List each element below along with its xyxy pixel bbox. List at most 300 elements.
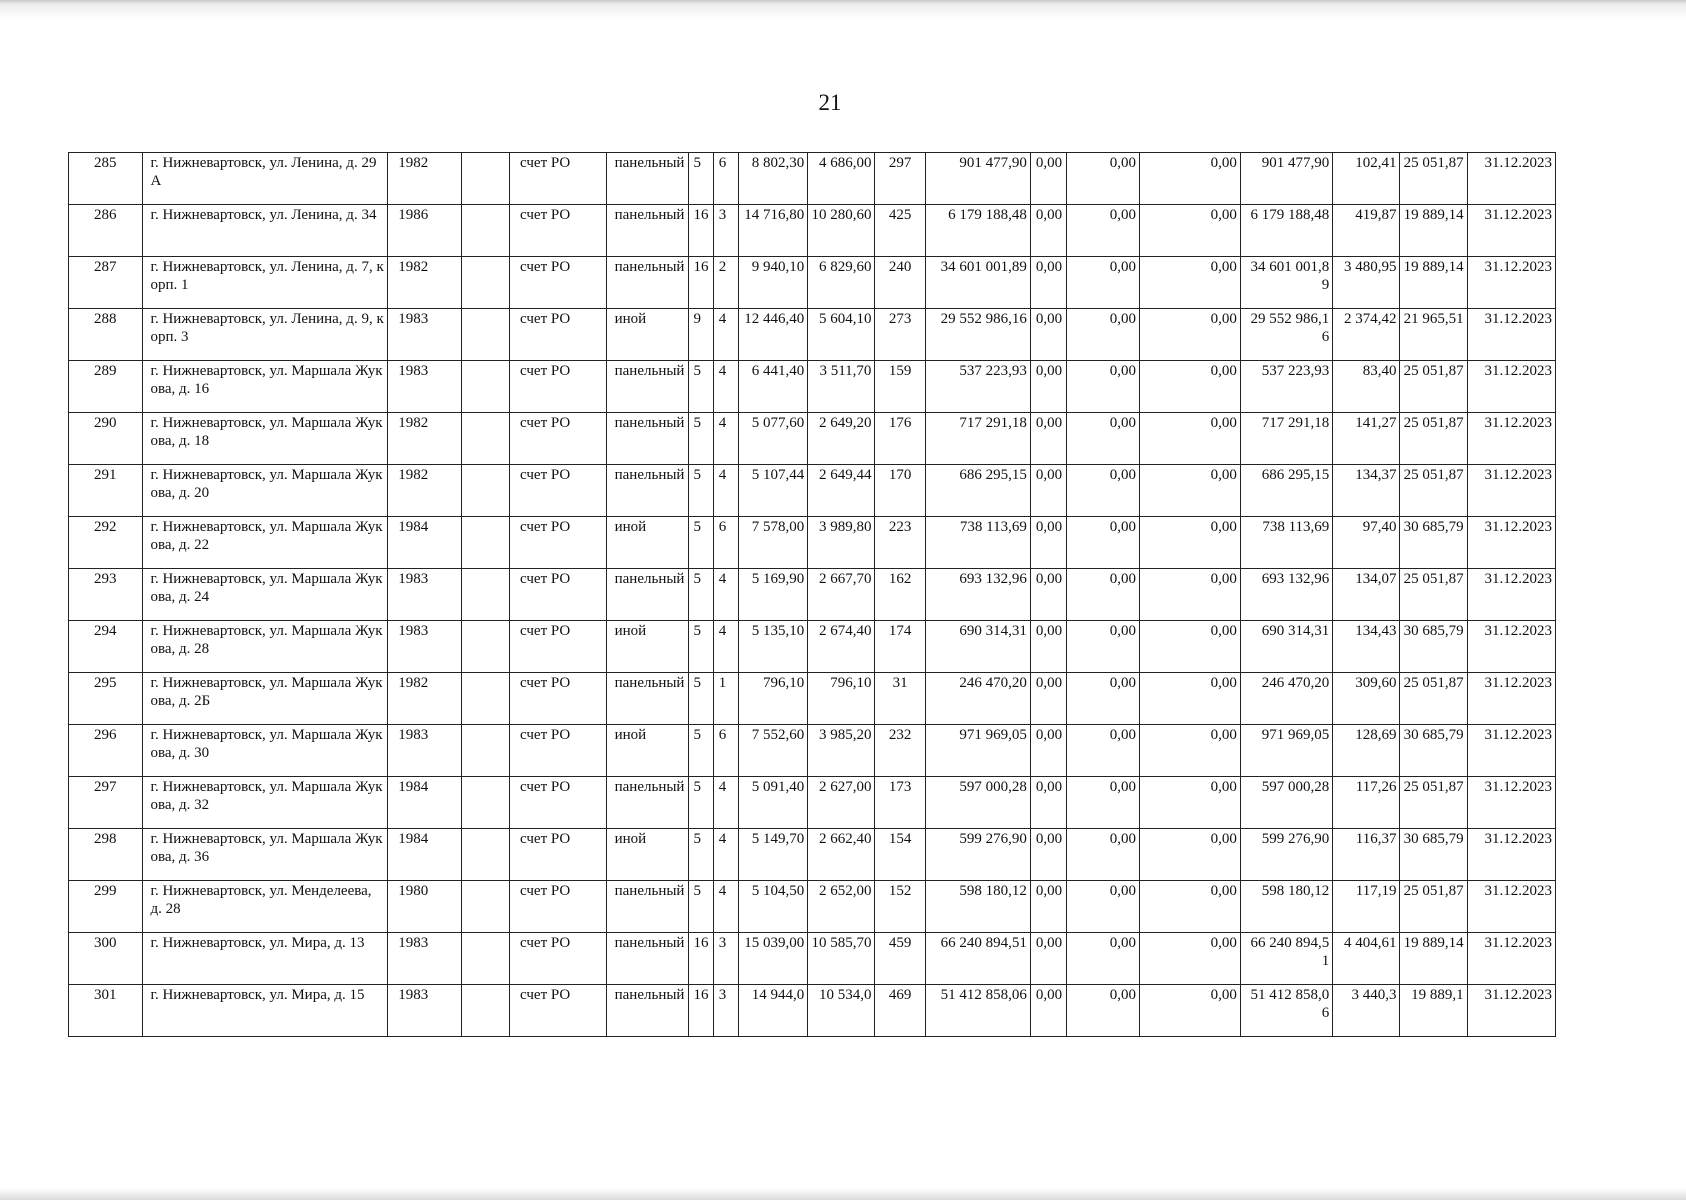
funding-method-cell-text: счет РО	[520, 727, 571, 743]
row-number	[69, 465, 143, 517]
cost-limit-cell-text: 19 889,14	[1403, 259, 1464, 275]
address-cell-text: г. Нижневартовск, ул. Ленина, д. 7, корп. 1	[150, 259, 384, 293]
total-area-cell-text: 14 944,0	[751, 987, 805, 1003]
total-cost-cell-text: 693 132,96	[959, 571, 1027, 587]
row-number	[69, 621, 143, 673]
living-area-cell	[808, 933, 875, 985]
year-cell	[388, 205, 462, 257]
table-row	[69, 205, 1556, 257]
entrances-cell-text: 3	[718, 987, 727, 1003]
cost-limit-cell	[1400, 621, 1467, 673]
address-cell	[142, 673, 388, 725]
address-cell-text: г. Нижневартовск, ул. Мира, д. 13	[150, 935, 365, 951]
wall-material-cell-text: панельный	[614, 571, 685, 587]
unit-cost-cell-text: 141,27	[1355, 415, 1397, 431]
row-number-text: 287	[94, 259, 117, 275]
subsidy-local-cell	[1140, 673, 1241, 725]
floors-cell-text: 5	[693, 519, 702, 535]
living-area-cell	[808, 621, 875, 673]
table-row	[69, 829, 1556, 881]
floors-cell-text: 9	[693, 311, 702, 327]
total-cost-cell-text: 66 240 894,51	[940, 935, 1027, 951]
floors-cell-text: 5	[693, 467, 702, 483]
fund-cost-cell-text: 901 477,90	[1261, 155, 1330, 171]
total-cost-cell-text: 690 314,31	[959, 623, 1027, 639]
year-cell	[388, 933, 462, 985]
residents-cell-text: 425	[888, 207, 912, 223]
residents-cell-text: 297	[888, 155, 912, 171]
wall-material-cell-text: панельный	[614, 363, 685, 379]
table-body	[69, 153, 1556, 1037]
subsidy-federal-cell-text: 0,00	[1035, 623, 1063, 639]
entrances-cell-text: 3	[718, 207, 727, 223]
cost-limit-cell-text: 25 051,87	[1403, 467, 1464, 483]
total-area-cell	[738, 673, 807, 725]
row-number	[69, 361, 143, 413]
entrances-cell-text: 4	[718, 311, 727, 327]
floors-cell-text: 5	[693, 675, 702, 691]
subsidy-regional-cell-text: 0,00	[1109, 207, 1137, 223]
subsidy-federal-cell-text: 0,00	[1035, 987, 1063, 1003]
table-row	[69, 777, 1556, 829]
total-area-cell-text: 5 077,60	[751, 415, 805, 431]
subsidy-federal-cell-text: 0,00	[1035, 155, 1063, 171]
fund-cost-cell	[1240, 517, 1332, 569]
subsidy-local-cell	[1140, 881, 1241, 933]
floors-cell	[688, 153, 713, 205]
subsidy-local-cell-text: 0,00	[1210, 259, 1237, 275]
entrances-cell	[713, 673, 738, 725]
unit-cost-cell-text: 3 440,3	[1351, 987, 1397, 1003]
year-cell-text: 1984	[398, 779, 429, 795]
total-cost-cell	[925, 413, 1030, 465]
total-cost-cell-text: 51 412 858,06	[940, 987, 1027, 1003]
year-cell	[388, 985, 462, 1037]
address-cell-text: г. Нижневартовск, ул. Маршала Жукова, д. 2Б	[150, 675, 383, 709]
subsidy-regional-cell	[1066, 517, 1140, 569]
fund-cost-cell	[1240, 257, 1332, 309]
floors-cell	[688, 413, 713, 465]
unit-cost-cell	[1333, 257, 1400, 309]
subsidy-federal-cell	[1030, 933, 1066, 985]
cost-limit-cell-text: 30 685,79	[1403, 519, 1464, 535]
floors-cell-text: 5	[693, 831, 702, 847]
residents-cell-text: 154	[888, 831, 912, 847]
empty-cell	[461, 413, 509, 465]
row-number	[69, 829, 143, 881]
cost-limit-cell	[1400, 985, 1467, 1037]
row-number-text: 290	[94, 415, 117, 431]
deadline-cell-text: 31.12.2023	[1484, 571, 1552, 587]
total-area-cell-text: 6 441,40	[751, 363, 805, 379]
unit-cost-cell-text: 83,40	[1362, 363, 1397, 379]
year-cell-text: 1986	[398, 207, 429, 223]
row-number-text: 295	[94, 675, 117, 691]
deadline-cell	[1467, 569, 1555, 621]
table-row	[69, 361, 1556, 413]
wall-material-cell	[606, 153, 688, 205]
living-area-cell	[808, 725, 875, 777]
residents-cell-text: 273	[888, 311, 912, 327]
entrances-cell-text: 4	[718, 623, 727, 639]
living-area-cell-text: 10 534,0	[818, 987, 872, 1003]
funding-method-cell	[510, 725, 607, 777]
floors-cell	[688, 465, 713, 517]
subsidy-regional-cell-text: 0,00	[1109, 519, 1137, 535]
fund-cost-cell	[1240, 361, 1332, 413]
subsidy-federal-cell	[1030, 881, 1066, 933]
funding-method-cell	[510, 881, 607, 933]
subsidy-federal-cell-text: 0,00	[1035, 571, 1063, 587]
year-cell-text: 1982	[398, 155, 429, 171]
entrances-cell	[713, 569, 738, 621]
living-area-cell-text: 4 686,00	[818, 155, 872, 171]
row-number	[69, 777, 143, 829]
subsidy-federal-cell	[1030, 829, 1066, 881]
subsidy-regional-cell-text: 0,00	[1109, 467, 1137, 483]
unit-cost-cell	[1333, 933, 1400, 985]
entrances-cell-text: 3	[718, 935, 727, 951]
fund-cost-cell	[1240, 673, 1332, 725]
row-number-text: 298	[94, 831, 117, 847]
subsidy-local-cell-text: 0,00	[1210, 311, 1237, 327]
houses-register-table	[68, 152, 1556, 1037]
subsidy-local-cell-text: 0,00	[1210, 467, 1237, 483]
subsidy-local-cell-text: 0,00	[1210, 987, 1237, 1003]
address-cell	[142, 309, 388, 361]
table-row	[69, 257, 1556, 309]
floors-cell	[688, 205, 713, 257]
total-cost-cell-text: 901 477,90	[959, 155, 1027, 171]
total-cost-cell	[925, 153, 1030, 205]
residents-cell-text: 162	[888, 571, 912, 587]
table-row	[69, 153, 1556, 205]
total-area-cell	[738, 153, 807, 205]
deadline-cell	[1467, 725, 1555, 777]
row-number-text: 301	[94, 987, 117, 1003]
subsidy-local-cell-text: 0,00	[1210, 935, 1237, 951]
living-area-cell-text: 3 985,20	[818, 727, 872, 743]
cost-limit-cell-text: 25 051,87	[1403, 883, 1464, 899]
deadline-cell	[1467, 413, 1555, 465]
cost-limit-cell-text: 25 051,87	[1403, 675, 1464, 691]
wall-material-cell-text: иной	[614, 727, 647, 743]
row-number-text: 285	[94, 155, 117, 171]
floors-cell	[688, 673, 713, 725]
funding-method-cell	[510, 153, 607, 205]
residents-cell-text: 159	[888, 363, 912, 379]
subsidy-local-cell-text: 0,00	[1210, 519, 1237, 535]
floors-cell	[688, 257, 713, 309]
subsidy-regional-cell	[1066, 413, 1140, 465]
year-cell-text: 1982	[398, 675, 429, 691]
subsidy-regional-cell	[1066, 777, 1140, 829]
year-cell-text: 1982	[398, 467, 429, 483]
year-cell	[388, 725, 462, 777]
entrances-cell	[713, 465, 738, 517]
row-number-text: 293	[94, 571, 117, 587]
wall-material-cell-text: иной	[614, 519, 647, 535]
funding-method-cell-text: счет РО	[520, 363, 571, 379]
subsidy-regional-cell	[1066, 725, 1140, 777]
deadline-cell-text: 31.12.2023	[1484, 779, 1552, 795]
unit-cost-cell	[1333, 153, 1400, 205]
row-number	[69, 257, 143, 309]
entrances-cell-text: 4	[718, 831, 727, 847]
subsidy-federal-cell	[1030, 309, 1066, 361]
fund-cost-cell-text: 717 291,18	[1261, 415, 1330, 431]
total-cost-cell-text: 246 470,20	[959, 675, 1027, 691]
wall-material-cell	[606, 309, 688, 361]
total-cost-cell-text: 598 180,12	[959, 883, 1027, 899]
fund-cost-cell-text: 738 113,69	[1262, 519, 1330, 535]
total-area-cell	[738, 517, 807, 569]
subsidy-local-cell	[1140, 153, 1241, 205]
floors-cell-text: 5	[693, 623, 702, 639]
wall-material-cell-text: панельный	[614, 415, 685, 431]
funding-method-cell-text: счет РО	[520, 155, 571, 171]
subsidy-local-cell	[1140, 465, 1241, 517]
deadline-cell-text: 31.12.2023	[1484, 363, 1552, 379]
empty-cell	[461, 777, 509, 829]
row-number-text: 289	[94, 363, 117, 379]
floors-cell-text: 5	[693, 779, 702, 795]
floors-cell	[688, 569, 713, 621]
year-cell	[388, 361, 462, 413]
total-cost-cell	[925, 985, 1030, 1037]
deadline-cell-text: 31.12.2023	[1484, 519, 1552, 535]
total-area-cell	[738, 933, 807, 985]
deadline-cell-text: 31.12.2023	[1484, 883, 1552, 899]
fund-cost-cell	[1240, 205, 1332, 257]
cost-limit-cell-text: 25 051,87	[1403, 155, 1464, 171]
wall-material-cell-text: панельный	[614, 675, 685, 691]
subsidy-local-cell-text: 0,00	[1210, 727, 1237, 743]
residents-cell	[875, 881, 925, 933]
cost-limit-cell	[1400, 257, 1467, 309]
address-cell-text: г. Нижневартовск, ул. Ленина, д. 9, корп. 3	[150, 311, 384, 345]
subsidy-local-cell-text: 0,00	[1210, 831, 1237, 847]
subsidy-regional-cell-text: 0,00	[1109, 311, 1137, 327]
unit-cost-cell-text: 116,37	[1355, 831, 1397, 847]
living-area-cell	[808, 881, 875, 933]
total-area-cell-text: 14 716,80	[744, 207, 805, 223]
cost-limit-cell	[1400, 829, 1467, 881]
entrances-cell	[713, 881, 738, 933]
empty-cell	[461, 309, 509, 361]
total-cost-cell-text: 34 601 001,89	[940, 259, 1027, 275]
total-area-cell	[738, 829, 807, 881]
fund-cost-cell-text: 51 412 858,06	[1250, 987, 1330, 1021]
cost-limit-cell-text: 21 965,51	[1403, 311, 1464, 327]
deadline-cell-text: 31.12.2023	[1484, 987, 1552, 1003]
funding-method-cell-text: счет РО	[520, 987, 571, 1003]
cost-limit-cell-text: 25 051,87	[1403, 571, 1464, 587]
entrances-cell	[713, 933, 738, 985]
subsidy-federal-cell	[1030, 361, 1066, 413]
subsidy-local-cell-text: 0,00	[1210, 779, 1237, 795]
deadline-cell	[1467, 309, 1555, 361]
funding-method-cell	[510, 413, 607, 465]
cost-limit-cell	[1400, 153, 1467, 205]
total-cost-cell	[925, 673, 1030, 725]
total-area-cell-text: 12 446,40	[744, 311, 805, 327]
subsidy-local-cell-text: 0,00	[1210, 207, 1237, 223]
address-cell-text: г. Нижневартовск, ул. Маршала Жукова, д. 16	[150, 363, 383, 397]
residents-cell-text: 240	[888, 259, 912, 275]
funding-method-cell	[510, 257, 607, 309]
funding-method-cell	[510, 777, 607, 829]
address-cell	[142, 881, 388, 933]
residents-cell	[875, 517, 925, 569]
living-area-cell-text: 2 667,70	[818, 571, 872, 587]
total-cost-cell-text: 6 179 188,48	[948, 207, 1027, 223]
address-cell	[142, 517, 388, 569]
unit-cost-cell-text: 128,69	[1355, 727, 1397, 743]
fund-cost-cell-text: 34 601 001,89	[1250, 259, 1330, 293]
subsidy-federal-cell-text: 0,00	[1035, 935, 1063, 951]
wall-material-cell	[606, 465, 688, 517]
subsidy-local-cell-text: 0,00	[1210, 623, 1237, 639]
cost-limit-cell-text: 30 685,79	[1403, 727, 1464, 743]
wall-material-cell-text: иной	[614, 831, 647, 847]
subsidy-federal-cell-text: 0,00	[1035, 415, 1063, 431]
residents-cell	[875, 777, 925, 829]
subsidy-federal-cell-text: 0,00	[1035, 727, 1063, 743]
subsidy-regional-cell-text: 0,00	[1109, 987, 1137, 1003]
funding-method-cell	[510, 829, 607, 881]
funding-method-cell	[510, 465, 607, 517]
cost-limit-cell-text: 30 685,79	[1403, 623, 1464, 639]
deadline-cell	[1467, 933, 1555, 985]
fund-cost-cell	[1240, 569, 1332, 621]
row-number	[69, 985, 143, 1037]
unit-cost-cell	[1333, 413, 1400, 465]
funding-method-cell-text: счет РО	[520, 883, 571, 899]
deadline-cell	[1467, 153, 1555, 205]
residents-cell-text: 152	[888, 883, 912, 899]
residents-cell	[875, 257, 925, 309]
row-number-text: 300	[94, 935, 117, 951]
table-row	[69, 465, 1556, 517]
funding-method-cell-text: счет РО	[520, 519, 571, 535]
subsidy-local-cell	[1140, 933, 1241, 985]
fund-cost-cell	[1240, 413, 1332, 465]
total-cost-cell-text: 971 969,05	[959, 727, 1027, 743]
wall-material-cell	[606, 933, 688, 985]
funding-method-cell-text: счет РО	[520, 259, 571, 275]
wall-material-cell-text: панельный	[614, 883, 685, 899]
fund-cost-cell	[1240, 933, 1332, 985]
subsidy-local-cell-text: 0,00	[1210, 883, 1237, 899]
deadline-cell-text: 31.12.2023	[1484, 155, 1552, 171]
total-cost-cell	[925, 881, 1030, 933]
total-cost-cell	[925, 205, 1030, 257]
address-cell-text: г. Нижневартовск, ул. Маршала Жукова, д. 24	[150, 571, 383, 605]
cost-limit-cell-text: 25 051,87	[1403, 363, 1464, 379]
floors-cell	[688, 309, 713, 361]
table-row	[69, 517, 1556, 569]
living-area-cell	[808, 517, 875, 569]
wall-material-cell	[606, 881, 688, 933]
living-area-cell-text: 2 674,40	[818, 623, 872, 639]
total-cost-cell-text: 597 000,28	[959, 779, 1027, 795]
address-cell-text: г. Нижневартовск, ул. Маршала Жукова, д. 28	[150, 623, 383, 657]
residents-cell	[875, 153, 925, 205]
funding-method-cell	[510, 673, 607, 725]
total-area-cell	[738, 465, 807, 517]
residents-cell-text: 31	[892, 675, 908, 691]
wall-material-cell	[606, 361, 688, 413]
residents-cell-text: 232	[888, 727, 912, 743]
fund-cost-cell-text: 686 295,15	[1261, 467, 1330, 483]
fund-cost-cell-text: 29 552 986,16	[1250, 311, 1330, 345]
empty-cell	[461, 881, 509, 933]
cost-limit-cell	[1400, 777, 1467, 829]
empty-cell	[461, 153, 509, 205]
entrances-cell	[713, 257, 738, 309]
living-area-cell	[808, 985, 875, 1037]
fund-cost-cell-text: 6 179 188,48	[1250, 207, 1330, 223]
year-cell-text: 1983	[398, 623, 429, 639]
cost-limit-cell-text: 19 889,14	[1403, 207, 1464, 223]
year-cell-text: 1983	[398, 571, 429, 587]
wall-material-cell-text: панельный	[614, 779, 685, 795]
subsidy-federal-cell-text: 0,00	[1035, 467, 1063, 483]
living-area-cell-text: 3 989,80	[818, 519, 872, 535]
fund-cost-cell	[1240, 829, 1332, 881]
fund-cost-cell-text: 599 276,90	[1261, 831, 1330, 847]
year-cell	[388, 465, 462, 517]
year-cell-text: 1982	[398, 415, 429, 431]
table-row	[69, 933, 1556, 985]
cost-limit-cell	[1400, 465, 1467, 517]
address-cell	[142, 361, 388, 413]
floors-cell-text: 5	[693, 155, 702, 171]
entrances-cell	[713, 725, 738, 777]
residents-cell-text: 170	[888, 467, 912, 483]
row-number-text: 286	[94, 207, 117, 223]
total-cost-cell	[925, 361, 1030, 413]
total-area-cell-text: 5 149,70	[751, 831, 805, 847]
residents-cell	[875, 361, 925, 413]
floors-cell	[688, 725, 713, 777]
address-cell	[142, 725, 388, 777]
row-number	[69, 569, 143, 621]
unit-cost-cell-text: 97,40	[1362, 519, 1397, 535]
entrances-cell	[713, 517, 738, 569]
residents-cell	[875, 569, 925, 621]
empty-cell	[461, 361, 509, 413]
table-row	[69, 621, 1556, 673]
unit-cost-cell-text: 134,07	[1355, 571, 1397, 587]
empty-cell	[461, 829, 509, 881]
subsidy-regional-cell	[1066, 153, 1140, 205]
subsidy-local-cell-text: 0,00	[1210, 155, 1237, 171]
unit-cost-cell	[1333, 465, 1400, 517]
year-cell-text: 1982	[398, 259, 429, 275]
deadline-cell	[1467, 465, 1555, 517]
deadline-cell-text: 31.12.2023	[1484, 311, 1552, 327]
subsidy-regional-cell-text: 0,00	[1109, 259, 1137, 275]
subsidy-federal-cell-text: 0,00	[1035, 207, 1063, 223]
year-cell	[388, 257, 462, 309]
entrances-cell	[713, 829, 738, 881]
total-cost-cell	[925, 257, 1030, 309]
cost-limit-cell-text: 30 685,79	[1403, 831, 1464, 847]
year-cell	[388, 777, 462, 829]
living-area-cell-text: 3 511,70	[819, 363, 872, 379]
